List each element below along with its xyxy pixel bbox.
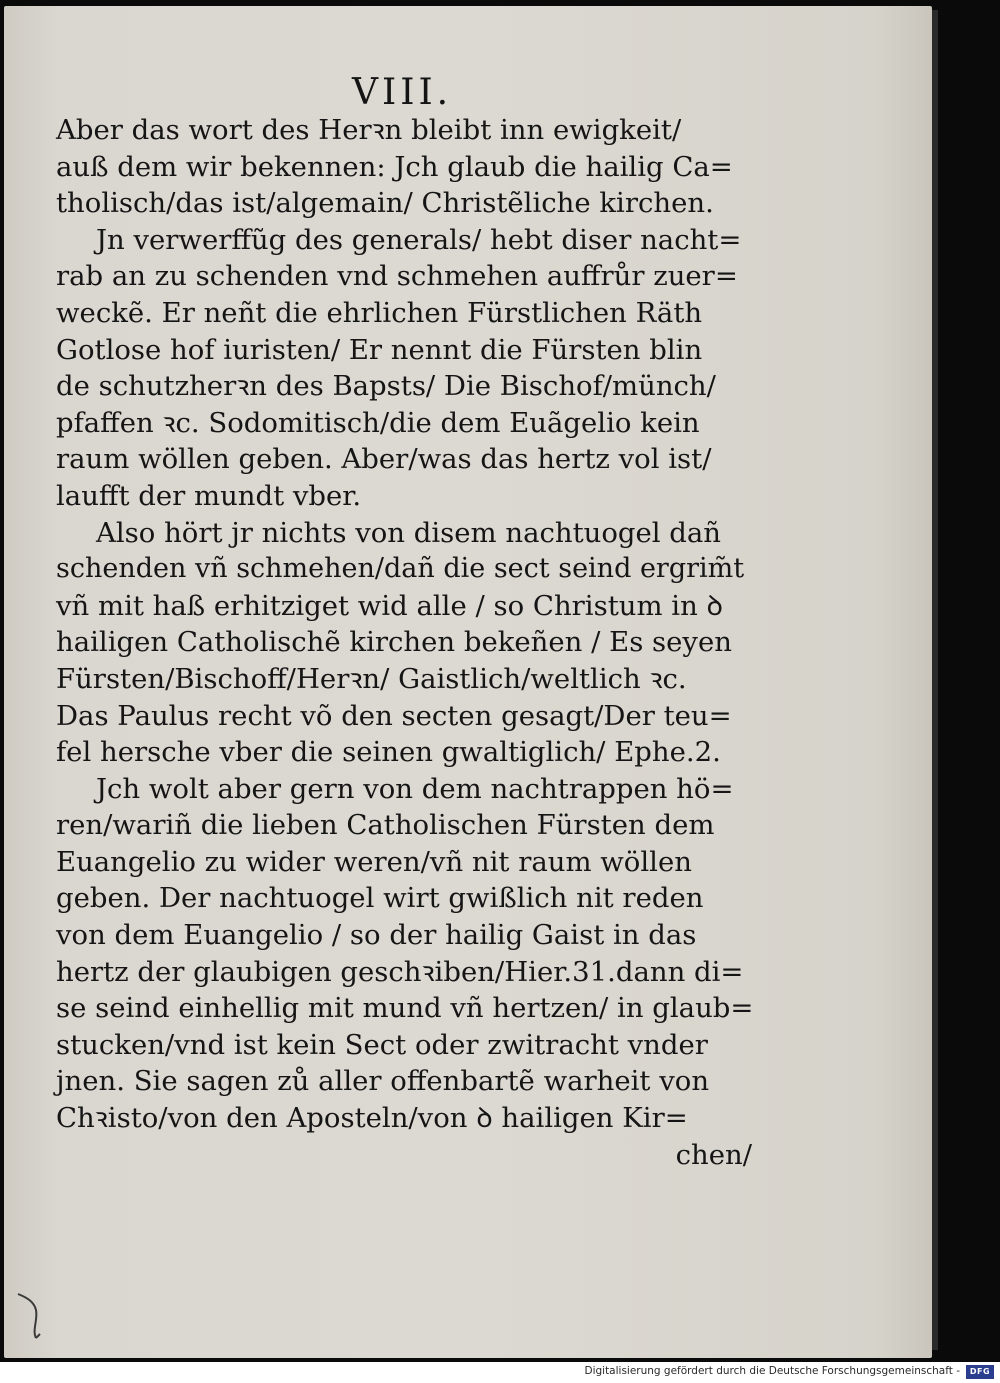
text-line: jnen. Sie sagen zů aller offenbartẽ warheit von xyxy=(56,1065,710,1098)
text-line: Aber das wort des Herꝛn bleibt inn ewigkeit/ xyxy=(56,114,682,146)
page-edge xyxy=(932,10,938,1350)
text-line: fel hersche vber die seinen gwaltiglich/ Ephe.2. xyxy=(56,736,721,769)
text-line: laufft der mundt vber. xyxy=(56,479,362,512)
text-line: hailigen Catholischẽ kirchen bekeñen / Es seyen xyxy=(56,626,732,659)
text-line: Gotlose hof iuristen/ Er nennt die Fürsten blin xyxy=(56,333,703,366)
text-line: Fürsten/Bischoff/Herꝛn/ Gaistlich/weltlich ꝛc. xyxy=(56,662,687,695)
text-line: schenden vñ schmehen/dañ die sect seind ergrim̃t xyxy=(56,553,745,585)
footer-credit: Digitalisierung gefördert durch die Deutsche Forschungsgemeinschaft - xyxy=(584,1365,960,1377)
margin-mark-icon xyxy=(14,1290,50,1340)
text-line: hertz der glaubigen geschꝛiben/Hier.31.dann di= xyxy=(56,955,744,988)
text-line: Euangelio zu wider weren/vñ nit raum wöllen xyxy=(56,845,692,878)
text-line: vñ mit haß erhitziget wid alle / so Christum in ꝺ xyxy=(56,589,724,622)
folio-number: VIII. xyxy=(352,72,453,113)
text-line: Jch wolt aber gern von dem nachtrappen hö= xyxy=(96,772,734,805)
text-line: de schutzherꝛn des Bapsts/ Die Bischof/münch/ xyxy=(56,370,716,403)
text-line: se seind einhellig mit mund vñ hertzen/ in glaub= xyxy=(56,992,754,1025)
text-line: stucken/vnd ist kein Sect oder zwitracht vnder xyxy=(56,1028,708,1061)
text-line: raum wöllen geben. Aber/was das hertz vol ist/ xyxy=(56,443,712,476)
text-block xyxy=(56,112,756,1173)
text-line: chen/ xyxy=(675,1138,752,1171)
text-line: tholisch/das ist/algemain/ Christẽliche kirchen. xyxy=(56,187,714,220)
text-line: rab an zu schenden vnd schmehen auffrůr zuer= xyxy=(56,260,738,293)
text-line: auß dem wir bekennen: Jch glaub die hailig Ca= xyxy=(56,150,733,183)
text-line: Jn verwerffũg des generals/ hebt diser nacht= xyxy=(96,223,742,256)
text-line: Chꝛisto/von den Aposteln/von ꝺ hailigen Kir= xyxy=(56,1102,688,1135)
text-line: geben. Der nachtuogel wirt gwißlich nit reden xyxy=(56,882,704,915)
text-line: pfaffen ꝛc. Sodomitisch/die dem Euãgelio kein xyxy=(56,406,700,439)
text-line: weckẽ. Er neñt die ehrlichen Fürstlichen Räth xyxy=(56,296,703,329)
text-line: ren/wariñ die lieben Catholischen Fürsten dem xyxy=(56,809,715,842)
text-line: von dem Euangelio / so der hailig Gaist in das xyxy=(56,919,697,952)
text-line: Also hört jr nichts von disem nachtuogel dañ xyxy=(96,516,722,549)
footer-bar xyxy=(0,1362,1000,1383)
text-line: Das Paulus recht võ den secten gesagt/Der teu= xyxy=(56,699,732,732)
dfg-logo: DFG xyxy=(966,1365,994,1379)
